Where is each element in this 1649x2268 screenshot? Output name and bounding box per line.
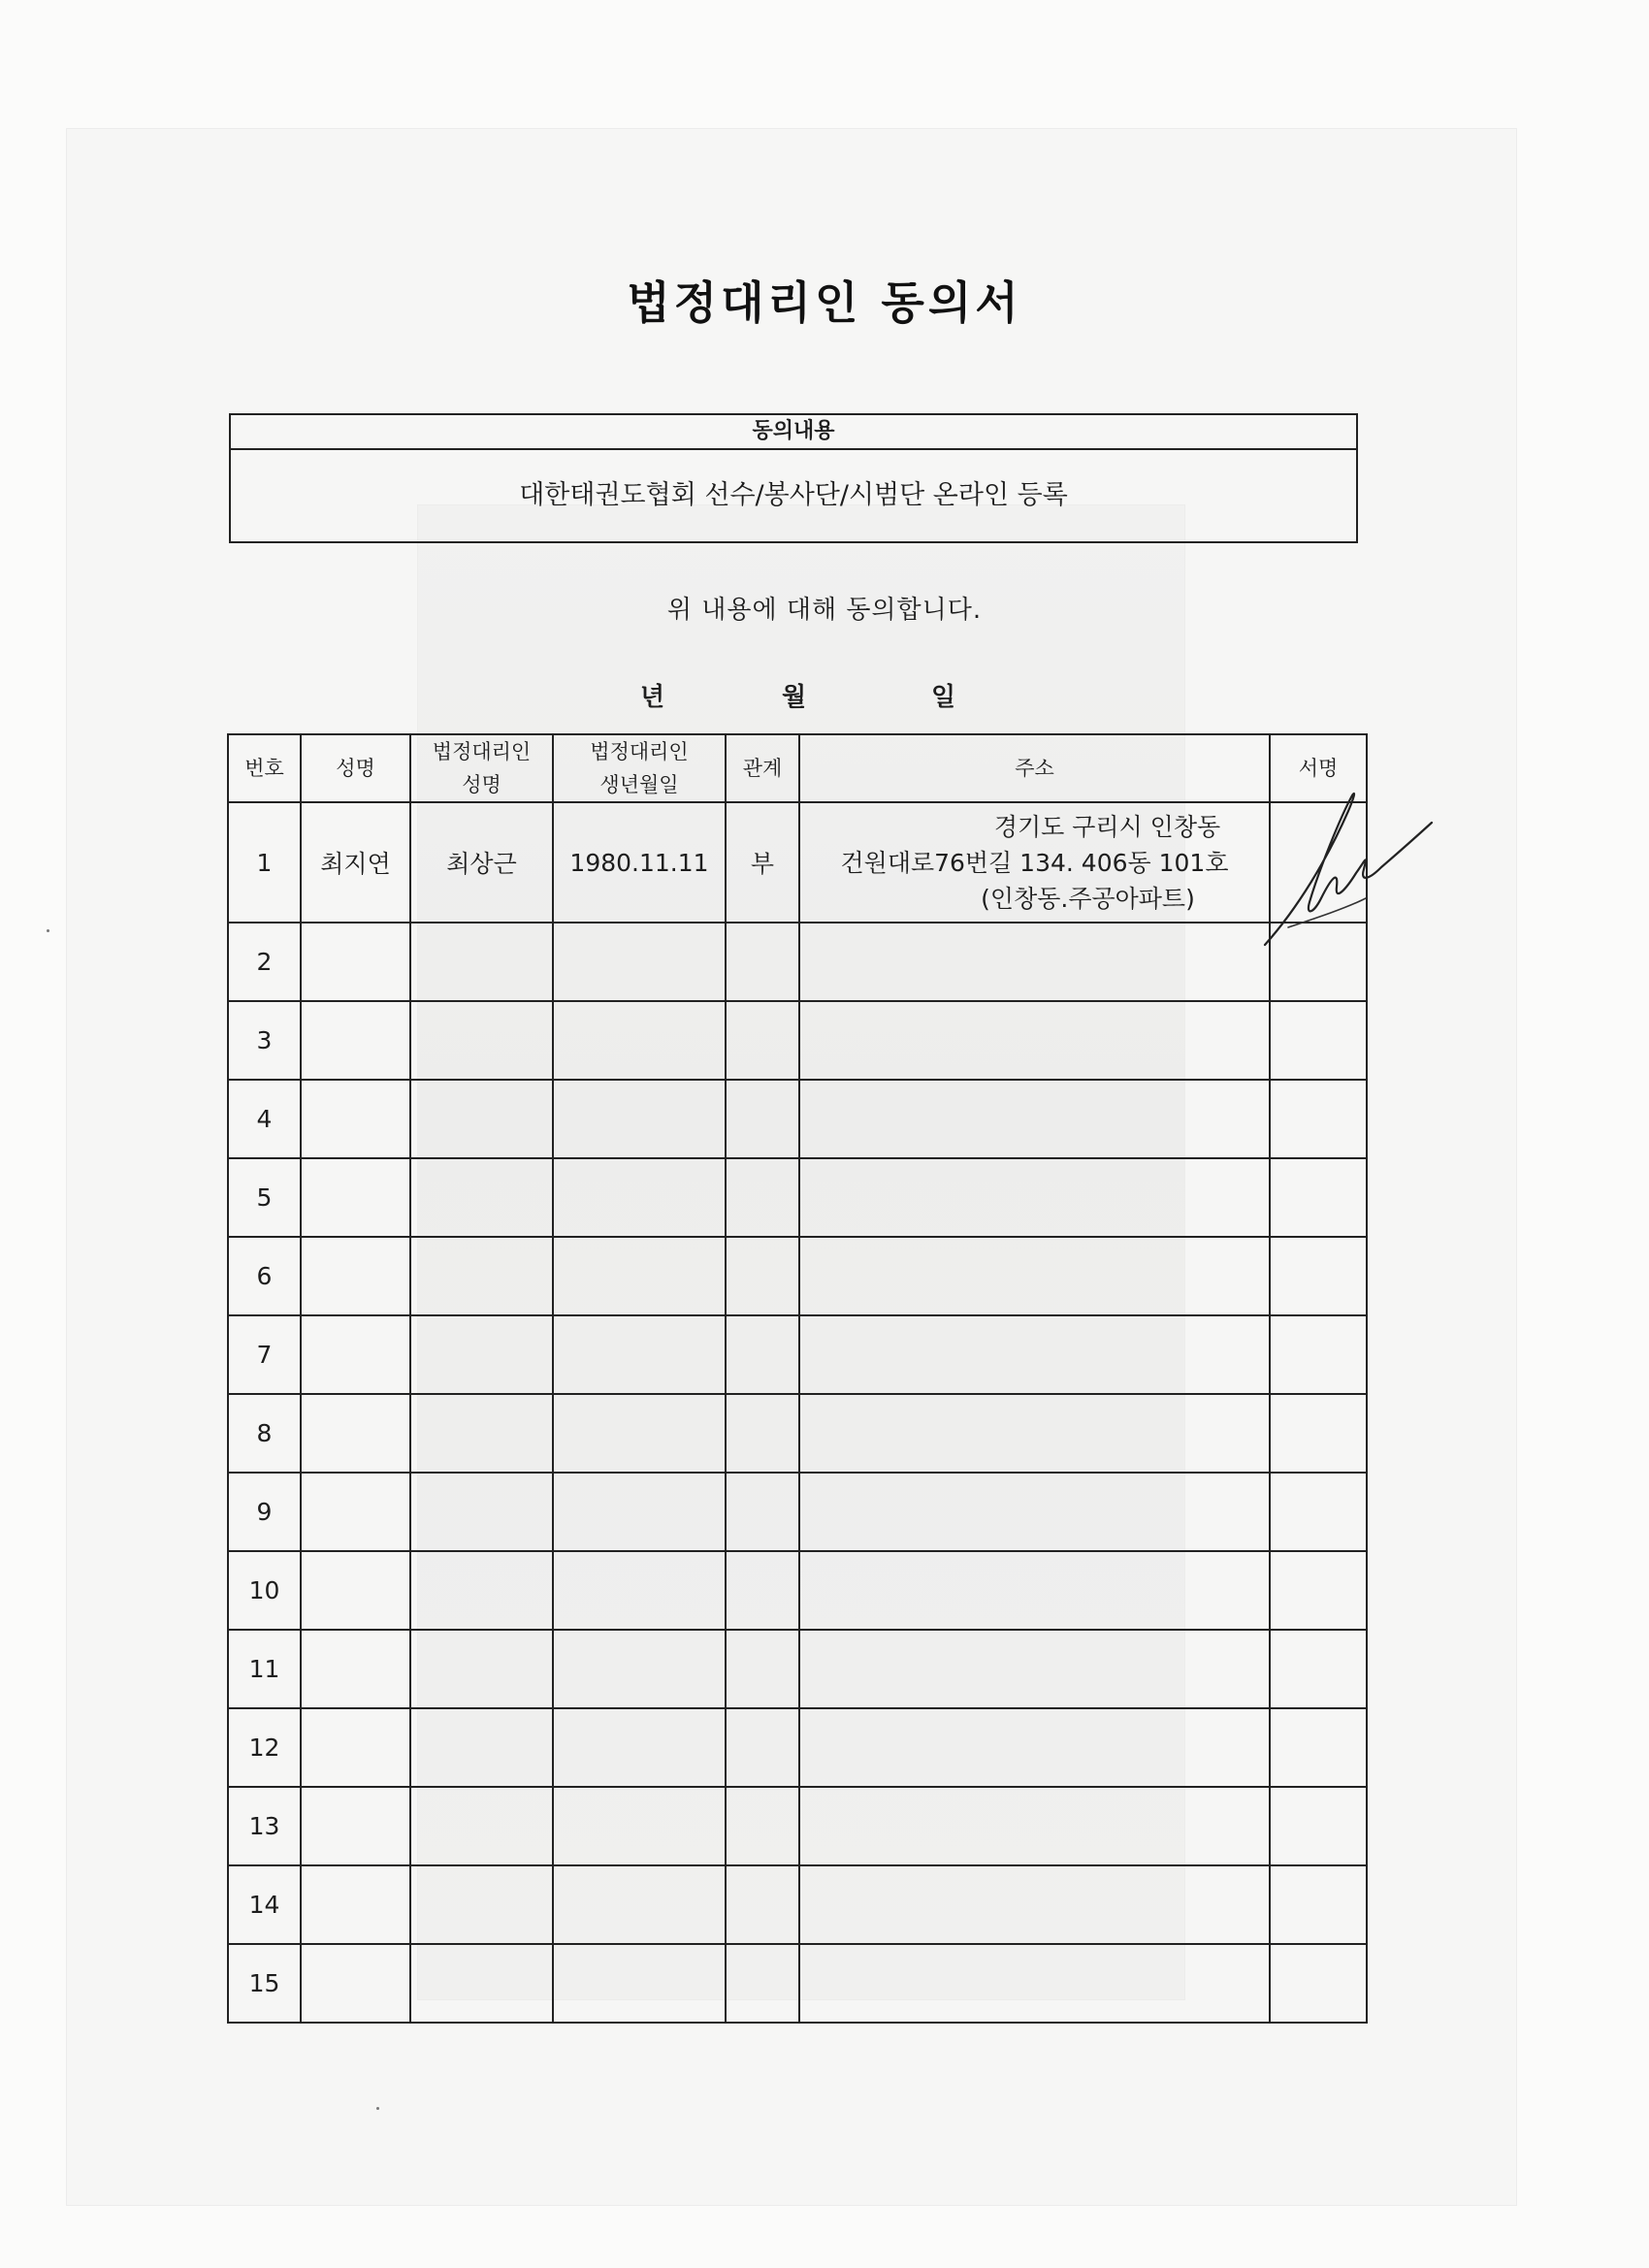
- scan-speck: [376, 2107, 379, 2110]
- empty-cell: [553, 1865, 726, 1944]
- address-line-2: 건원대로76번길 134. 406동 101호: [840, 848, 1229, 877]
- empty-cell: [410, 1944, 553, 2023]
- empty-cell: [301, 1473, 410, 1551]
- empty-cell: [410, 1473, 553, 1551]
- empty-cell: [726, 1394, 799, 1473]
- empty-cell: [410, 1001, 553, 1080]
- empty-cell: [410, 1865, 553, 1944]
- empty-cell: [410, 1787, 553, 1865]
- empty-cell: [301, 1001, 410, 1080]
- empty-cell: [799, 1630, 1270, 1708]
- empty-cell: [410, 1551, 553, 1630]
- empty-cell: [553, 1158, 726, 1237]
- empty-cell: [726, 1315, 799, 1394]
- scan-speck: [47, 929, 49, 932]
- empty-cell: [1270, 1237, 1367, 1315]
- empty-cell: [799, 1080, 1270, 1158]
- row-number: 1: [228, 802, 301, 923]
- row-number: 2: [228, 923, 301, 1001]
- row-number: 9: [228, 1473, 301, 1551]
- row-name: 최지연: [301, 802, 410, 923]
- empty-cell: [1270, 1708, 1367, 1787]
- empty-cell: [553, 1944, 726, 2023]
- table-row: [228, 1237, 1367, 1315]
- empty-cell: [553, 923, 726, 1001]
- row-number: 4: [228, 1080, 301, 1158]
- empty-cell: [301, 1708, 410, 1787]
- row-number: 14: [228, 1865, 301, 1944]
- empty-cell: [726, 1551, 799, 1630]
- header-rep-name: [410, 734, 553, 802]
- header-rep-name-line1: 법정대리인: [432, 740, 532, 763]
- table-row: [228, 1944, 1367, 2023]
- empty-cell: [799, 923, 1270, 1001]
- row-address: [799, 802, 1270, 923]
- empty-cell: [726, 923, 799, 1001]
- consent-header: 동의내용: [231, 415, 1356, 450]
- row-number: 10: [228, 1551, 301, 1630]
- empty-cell: [301, 1315, 410, 1394]
- empty-cell: [799, 1001, 1270, 1080]
- empty-cell: [410, 923, 553, 1001]
- row-number: 6: [228, 1237, 301, 1315]
- empty-cell: [410, 1630, 553, 1708]
- empty-cell: [301, 1865, 410, 1944]
- empty-cell: [301, 1237, 410, 1315]
- empty-cell: [410, 1158, 553, 1237]
- empty-cell: [553, 1551, 726, 1630]
- empty-cell: [726, 1237, 799, 1315]
- empty-cell: [1270, 1787, 1367, 1865]
- table-row: [228, 1158, 1367, 1237]
- empty-cell: [301, 1551, 410, 1630]
- document-title: 법정대리인 동의서: [627, 276, 1022, 329]
- empty-cell: [553, 1473, 726, 1551]
- table-row: [228, 1315, 1367, 1394]
- empty-cell: [1270, 1315, 1367, 1394]
- empty-cell: [410, 1708, 553, 1787]
- row-number: 11: [228, 1630, 301, 1708]
- empty-cell: [1270, 1080, 1367, 1158]
- empty-cell: [1270, 1158, 1367, 1237]
- empty-cell: [726, 1001, 799, 1080]
- empty-cell: [726, 1944, 799, 2023]
- header-relation: 관계: [726, 734, 799, 802]
- empty-cell: [726, 1865, 799, 1944]
- empty-cell: [301, 1394, 410, 1473]
- row-number: 5: [228, 1158, 301, 1237]
- empty-cell: [1270, 1865, 1367, 1944]
- empty-cell: [553, 1315, 726, 1394]
- table-row: [228, 1473, 1367, 1551]
- table-row: [228, 1551, 1367, 1630]
- empty-cell: [799, 1708, 1270, 1787]
- row-number: 3: [228, 1001, 301, 1080]
- empty-cell: [301, 1158, 410, 1237]
- table-row: [228, 1865, 1367, 1944]
- agreement-statement: 위 내용에 대해 동의합니다.: [666, 596, 983, 625]
- empty-cell: [1270, 1473, 1367, 1551]
- table-row: [228, 1630, 1367, 1708]
- row-relation: 부: [726, 802, 799, 923]
- empty-cell: [799, 1944, 1270, 2023]
- row-number: 12: [228, 1708, 301, 1787]
- table-row: [228, 1394, 1367, 1473]
- empty-cell: [726, 1473, 799, 1551]
- row-number: 7: [228, 1315, 301, 1394]
- empty-cell: [410, 1080, 553, 1158]
- empty-cell: [1270, 1944, 1367, 2023]
- empty-cell: [553, 1237, 726, 1315]
- table-row: [228, 1708, 1367, 1787]
- empty-cell: [301, 1787, 410, 1865]
- handwritten-signature: [1259, 772, 1434, 956]
- empty-cell: [799, 1787, 1270, 1865]
- row-rep-name: 최상근: [410, 802, 553, 923]
- table-row: [228, 802, 1367, 923]
- empty-cell: [1270, 1551, 1367, 1630]
- empty-cell: [799, 1865, 1270, 1944]
- empty-cell: [726, 1158, 799, 1237]
- signature-table: [227, 733, 1368, 2024]
- date-day-label: 일: [931, 683, 956, 712]
- empty-cell: [301, 1944, 410, 2023]
- table-row: [228, 1080, 1367, 1158]
- empty-cell: [799, 1394, 1270, 1473]
- empty-cell: [726, 1630, 799, 1708]
- empty-cell: [726, 1080, 799, 1158]
- empty-cell: [1270, 1001, 1367, 1080]
- empty-cell: [553, 1080, 726, 1158]
- empty-cell: [410, 1394, 553, 1473]
- empty-cell: [553, 1787, 726, 1865]
- empty-cell: [301, 1630, 410, 1708]
- empty-cell: [799, 1315, 1270, 1394]
- empty-cell: [799, 1551, 1270, 1630]
- row-number: 15: [228, 1944, 301, 2023]
- address-line-3: (인창동.주공아파트): [981, 884, 1195, 913]
- empty-cell: [553, 1001, 726, 1080]
- header-rep-name-line2: 성명: [462, 773, 501, 796]
- empty-cell: [799, 1158, 1270, 1237]
- table-row: [228, 923, 1367, 1001]
- header-name: 성명: [301, 734, 410, 802]
- row-rep-birth: 1980.11.11: [553, 802, 726, 923]
- table-row: [228, 1787, 1367, 1865]
- header-address: 주소: [799, 734, 1270, 802]
- empty-cell: [301, 923, 410, 1001]
- date-year-label: 년: [640, 683, 665, 712]
- consent-box: [229, 413, 1358, 543]
- empty-cell: [553, 1708, 726, 1787]
- empty-cell: [799, 1473, 1270, 1551]
- empty-cell: [799, 1237, 1270, 1315]
- header-no: 번호: [228, 734, 301, 802]
- empty-cell: [726, 1787, 799, 1865]
- empty-cell: [553, 1630, 726, 1708]
- empty-cell: [410, 1237, 553, 1315]
- empty-cell: [726, 1708, 799, 1787]
- empty-cell: [410, 1315, 553, 1394]
- date-month-label: 월: [782, 683, 807, 712]
- header-rep-birth-line1: 법정대리인: [590, 740, 689, 763]
- row-number: 8: [228, 1394, 301, 1473]
- empty-cell: [1270, 1394, 1367, 1473]
- row-number: 13: [228, 1787, 301, 1865]
- empty-cell: [1270, 1630, 1367, 1708]
- address-line-1: 경기도 구리시 인창동: [993, 812, 1221, 841]
- consent-body: 대한태권도협회 선수/봉사단/시범단 온라인 등록: [519, 480, 1068, 510]
- table-row: [228, 1001, 1367, 1080]
- header-rep-birth: [553, 734, 726, 802]
- table-header-row: [228, 734, 1367, 802]
- empty-cell: [301, 1080, 410, 1158]
- header-rep-birth-line2: 생년월일: [599, 773, 679, 796]
- empty-cell: [553, 1394, 726, 1473]
- header-signature: 서명: [1270, 734, 1367, 802]
